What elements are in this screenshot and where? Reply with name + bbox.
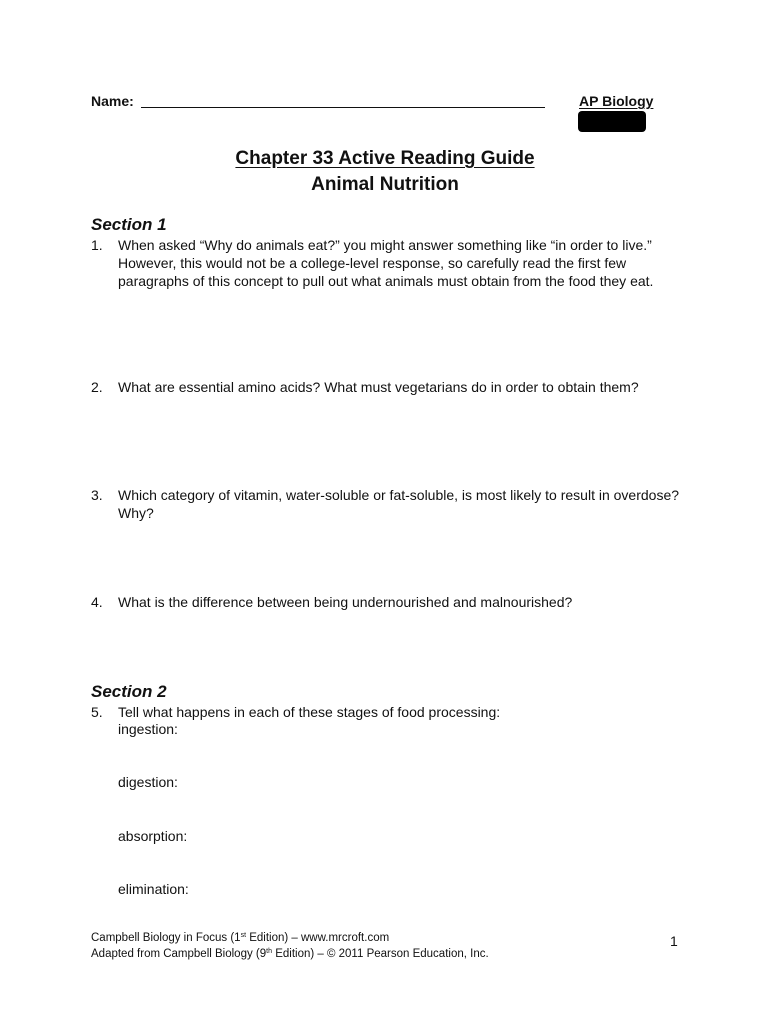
question-text: What are essential amino acids? What must vegetarians do in order to obtain them? (118, 379, 639, 395)
page-number: 1 (670, 933, 678, 949)
section-1-heading: Section 1 (91, 215, 167, 234)
question-3 (91, 486, 691, 522)
footer-text: Adapted from Campbell Biology (9 (91, 948, 267, 960)
question-number: 2. (91, 379, 103, 395)
footer-adapted-line (91, 948, 489, 960)
question-number: 1. (91, 237, 103, 253)
question-1 (91, 236, 691, 290)
course-label: AP Biology (579, 93, 654, 109)
redaction-block (578, 111, 646, 132)
name-blank-line[interactable] (141, 107, 545, 108)
question-4 (91, 593, 691, 611)
question-text: Tell what happens in each of these stages of food processing: (118, 704, 501, 720)
question-number: 3. (91, 487, 103, 503)
name-label: Name: (91, 93, 134, 109)
footer-superscript: th (266, 948, 272, 955)
stage-elimination-label: elimination: (118, 881, 189, 897)
question-5 (91, 703, 691, 721)
question-2 (91, 378, 691, 396)
section-2-heading: Section 2 (91, 682, 167, 701)
footer-superscript: st (240, 932, 247, 939)
stage-ingestion-label: ingestion: (118, 721, 178, 737)
question-number: 5. (91, 704, 103, 720)
footer-source-line (91, 932, 389, 944)
question-text: When asked “Why do animals eat?” you might answer something like “in order to live.” However, this would not be a college-level response, so carefully read the first few paragraphs of this concept to pull out what animals must obtain from the food they eat. (118, 237, 654, 289)
question-text: What is the difference between being undernourished and malnourished? (118, 594, 573, 610)
question-number: 4. (91, 594, 103, 610)
footer-text: Campbell Biology in Focus (1 (91, 932, 241, 944)
stage-digestion-label: digestion: (118, 774, 178, 790)
footer-text: Edition) – © 2011 Pearson Education, Inc. (272, 948, 489, 960)
stage-absorption-label: absorption: (118, 828, 188, 844)
footer-text: Edition) – www.mrcroft.com (246, 932, 390, 944)
document-title: Chapter 33 Active Reading Guide (235, 148, 535, 169)
document-subtitle: Animal Nutrition (311, 174, 459, 195)
question-text: Which category of vitamin, water-soluble or fat-soluble, is most likely to result in overdose? Why? (118, 487, 680, 521)
